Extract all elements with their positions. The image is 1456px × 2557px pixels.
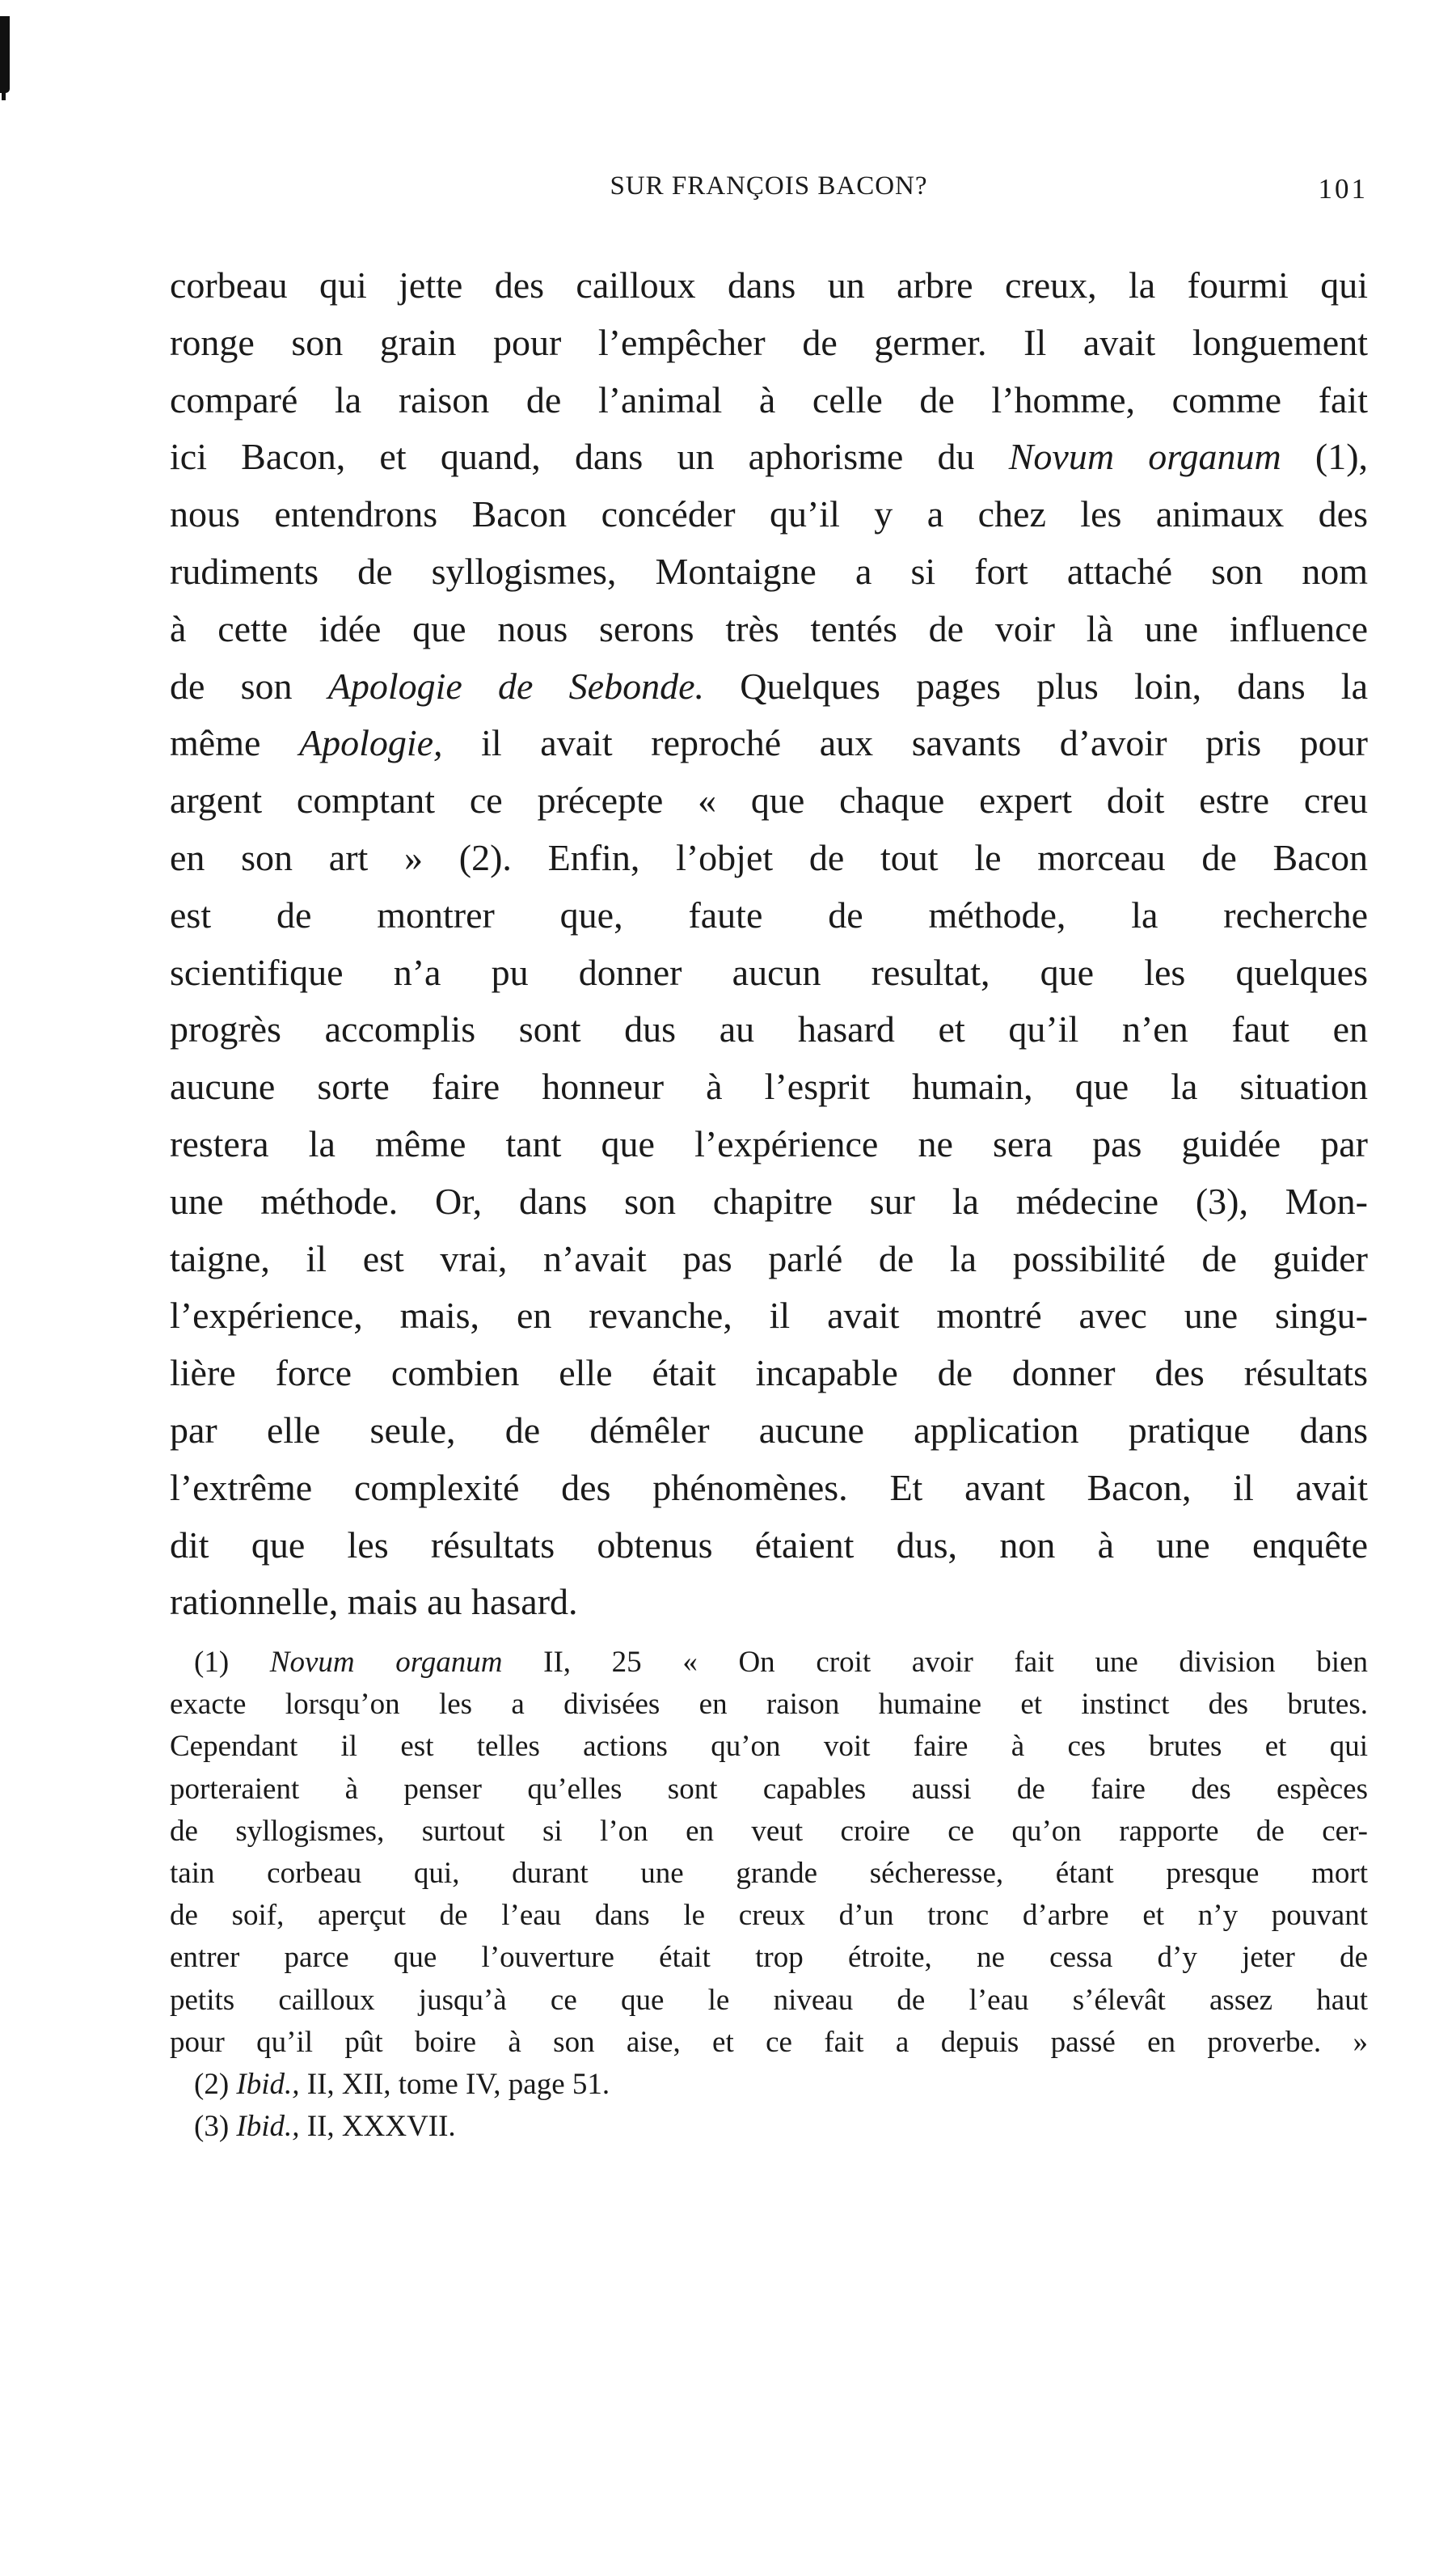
running-head: [170, 171, 1368, 212]
text-line: [170, 658, 1368, 716]
italic-title: Apologie de Sebonde.: [327, 665, 704, 707]
text-line: dit que les résultats obtenus étaient dus, non à une enquête: [170, 1524, 1368, 1566]
running-title: SUR FRANÇOIS BACON?: [610, 171, 928, 201]
text-line: rudiments de syllogismes, Montaigne a si fort attaché son nom: [170, 550, 1368, 592]
footnote-line: entrer parce que l’ouverture était trop étroite, ne cessa d’y jeter de: [170, 1941, 1368, 1975]
scan-edge-dot: [2, 86, 6, 100]
text-line: scientifique n’a pu donner aucun resultat, que les quelques: [170, 951, 1368, 993]
text-line: taigne, il est vrai, n’avait pas parlé de la possibilité de guider: [170, 1237, 1368, 1279]
text-line: lière force combien elle était incapable de donner des résultats: [170, 1352, 1368, 1394]
text-segment: II, XXXVII.: [306, 2110, 456, 2144]
text-line: [170, 429, 1368, 486]
text-line: [170, 715, 1368, 772]
text-line: corbeau qui jette des cailloux dans un arbre creux, la fourmi qui: [170, 264, 1368, 306]
page-number: 101: [1318, 173, 1368, 205]
text-segment: Quelques pages plus loin, dans la: [740, 665, 1369, 707]
text-segment: même: [170, 722, 261, 764]
text-line: rationnelle, mais au hasard.: [170, 1581, 578, 1623]
footnote-number: (1): [194, 1646, 230, 1679]
italic-ref: Ibid.,: [236, 2110, 300, 2144]
footnote-line: exacte lorsqu’on les a divisées en raison humaine et instinct des brutes.: [170, 1688, 1368, 1722]
footnote-line: Cependant il est telles actions qu’on voit faire à ces brutes et qui: [170, 1730, 1368, 1764]
text-segment: ici Bacon, et quand, dans un aphorisme du: [170, 436, 975, 478]
italic-title: Novum organum: [269, 1646, 503, 1679]
text-line: par elle seule, de démêler aucune application pratique dans: [170, 1409, 1368, 1451]
italic-title: Apologie,: [298, 722, 443, 764]
text-line: progrès accomplis sont dus au hasard et qu’il n’en faut en: [170, 1008, 1368, 1050]
scan-edge-mark: [0, 16, 10, 93]
footnote-line: tain corbeau qui, durant une grande sécheresse, étant presque mort: [170, 1856, 1368, 1890]
footnotes: [170, 1642, 1368, 2148]
footnote-line: de syllogismes, surtout si l’on en veut croire ce qu’on rapporte de cer-: [170, 1814, 1368, 1848]
footnote-line: [170, 2064, 1368, 2106]
footnote-number: (3): [194, 2110, 230, 2144]
text-line: ronge son grain pour l’empêcher de germer. Il avait longuement: [170, 321, 1368, 363]
text-segment: il avait reproché aux savants d’avoir pris pour: [481, 722, 1368, 764]
text-segment: de son: [170, 665, 293, 707]
footnote-line: [170, 1642, 1368, 1684]
text-segment: II, 25 « On croit avoir fait une division bien: [543, 1646, 1369, 1679]
text-line: argent comptant ce précepte « que chaque expert doit estre creu: [170, 780, 1368, 822]
text-line: une méthode. Or, dans son chapitre sur la médecine (3), Mon-: [170, 1180, 1368, 1222]
text-line: aucune sorte faire honneur à l’esprit humain, que la situation: [170, 1066, 1368, 1108]
text-line: comparé la raison de l’animal à celle de l’homme, comme fait: [170, 378, 1368, 421]
text-line: en son art » (2). Enfin, l’objet de tout le morceau de Bacon: [170, 836, 1368, 878]
footnote-ref: (1),: [1315, 436, 1369, 478]
text-line: l’extrême complexité des phénomènes. Et avant Bacon, il avait: [170, 1466, 1368, 1508]
footnote-line: [170, 2106, 1368, 2148]
footnote-line: porteraient à penser qu’elles sont capables aussi de faire des espèces: [170, 1772, 1368, 1806]
text-line: nous entendrons Bacon concéder qu’il y a chez les animaux des: [170, 493, 1368, 535]
footnote-line: petits cailloux jusqu’à ce que le niveau de l’eau s’élevât assez haut: [170, 1983, 1368, 2017]
main-text: [170, 257, 1368, 1631]
italic-ref: Ibid.,: [236, 2067, 300, 2101]
italic-title: Novum organum: [1008, 436, 1281, 478]
footnote-line: de soif, aperçut de l’eau dans le creux d’un tronc d’arbre et n’y pouvant: [170, 1899, 1368, 1933]
text-line: à cette idée que nous serons très tentés de voir là une influence: [170, 607, 1368, 649]
text-segment: II, XII, tome IV, page 51.: [306, 2067, 610, 2101]
text-line: l’expérience, mais, en revanche, il avait montré avec une singu-: [170, 1295, 1368, 1337]
text-line: restera la même tant que l’expérience ne sera pas guidée par: [170, 1122, 1368, 1164]
footnote-line: pour qu’il pût boire à son aise, et ce fait a depuis passé en proverbe. »: [170, 2025, 1368, 2059]
text-line: est de montrer que, faute de méthode, la recherche: [170, 894, 1368, 936]
footnote-number: (2): [194, 2067, 230, 2101]
